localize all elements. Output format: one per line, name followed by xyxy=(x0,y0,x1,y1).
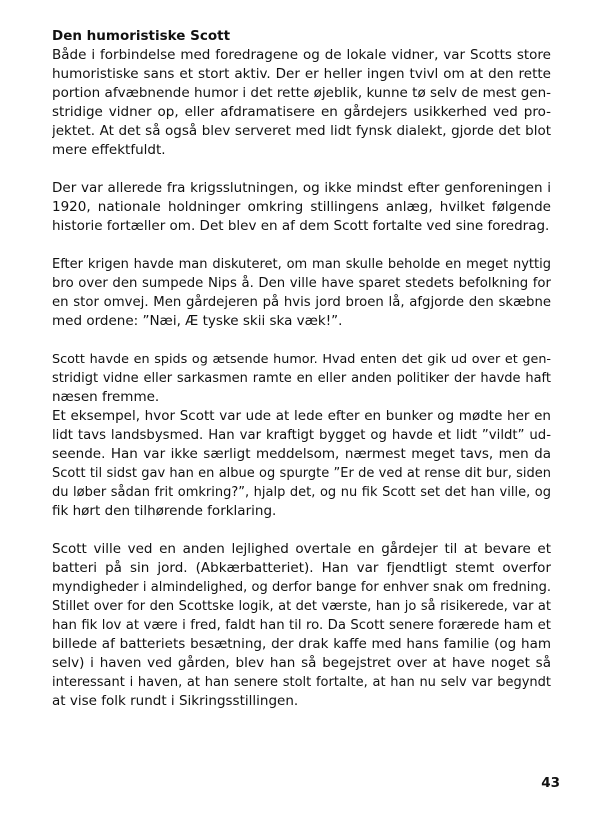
text-line: du løber sådan frit omkring?”, hjalp det, og nu fik Scott set det han ville, og xyxy=(52,485,551,500)
text-line: humoristiske sans et stort aktiv. Der er heller ingen tvivl om at den rette xyxy=(52,66,551,82)
text-line: selv) i haven ved gården, blev han så begejstret over at have noget så xyxy=(52,655,551,671)
paragraph-5 xyxy=(52,540,551,711)
paragraph-1 xyxy=(52,46,551,160)
text-line: Både i forbindelse med foredragene og de lokale vidner, var Scotts store xyxy=(52,47,551,63)
text-line: lidt tavs landsbysmed. Han var kraftigt bygget og havde et lidt ”vildt” ud- xyxy=(52,428,551,443)
text-line: interessant i haven, at han senere stolt fortalte, at han nu selv var begyndt xyxy=(52,675,551,690)
section-title: Den humoristiske Scott xyxy=(52,28,231,44)
text-line: Stillet over for den Scottske logik, at det værste, han jo så risikerede, var at xyxy=(52,599,551,614)
text-line: mere effektfuldt. xyxy=(52,142,166,158)
text-line: Efter krigen havde man diskuteret, om man skulle beholde en meget nyttig xyxy=(52,257,551,272)
text-line: stridigt vidne eller sarkasmen ramte en eller anden politiker der havde haft xyxy=(52,371,551,386)
text-line: stridige vidner op, eller afdramatisere en gårdejers usikkerhed ved pro- xyxy=(52,104,551,120)
text-line: næsen fremme. xyxy=(52,389,160,405)
paragraph-4 xyxy=(52,350,551,521)
text-line: bro over den sumpede Nips å. Den ville have sparet stedets befolkning for xyxy=(52,276,551,291)
text-line: billede af batteriets besætning, der drak kaffe med hans familie (og ham xyxy=(52,636,551,652)
paragraph-3 xyxy=(52,255,551,331)
text-line: seende. Han var ikke særligt meddelsom, nærmest meget tavs, men da xyxy=(52,446,551,462)
text-line: at vise folk rundt i Sikringsstillingen. xyxy=(52,693,299,709)
page-number: 43 xyxy=(541,775,560,791)
text-line: jektet. At det så også blev serveret med lidt fynsk dialekt, gjorde det blot xyxy=(52,123,551,139)
text-line: Scott havde en spids og ætsende humor. Hvad enten det gik ud over et gen- xyxy=(52,352,551,367)
text-line: han fik lov at være i fred, faldt han til ro. Da Scott senere forærede ham et xyxy=(52,618,551,633)
text-line: portion afvæbnende humor i det rette øjeblik, kunne tø selv de mest gen- xyxy=(52,85,551,101)
text-line: historie fortæller om. Det blev en af dem Scott fortalte ved sine foredrag. xyxy=(52,218,550,234)
paragraph-2 xyxy=(52,179,551,236)
text-line: en stor omvej. Men gårdejeren på hvis jord broen lå, afgjorde den skæbne xyxy=(52,295,551,310)
text-line: Scott ville ved en anden lejlighed overtale en gårdejer til at bevare et xyxy=(52,541,551,557)
document-page xyxy=(52,27,551,711)
text-line: myndigheder i almindelighed, og derfor bange for enhver snak om fredning. xyxy=(52,580,551,595)
text-line: batteri på sin jord. (Abkærbatteriet). Han var fjendtligt stemt overfor xyxy=(52,560,551,576)
text-line: 1920, nationale holdninger omkring stillingens anlæg, hvilket følgende xyxy=(52,199,551,215)
text-line: med ordene: ”Næi, Æ tyske skii ska væk!”. xyxy=(52,313,343,329)
text-line: Der var allerede fra krigsslutningen, og ikke mindst efter genforeningen i xyxy=(52,180,551,196)
text-line: fik hørt den tilhørende forklaring. xyxy=(52,503,277,519)
text-line: Scott til sidst gav han en albue og spurgte ”Er de ved at rense dit bur, siden xyxy=(52,466,551,481)
text-line: Et eksempel, hvor Scott var ude at lede efter en bunker og mødte her en xyxy=(52,408,551,424)
